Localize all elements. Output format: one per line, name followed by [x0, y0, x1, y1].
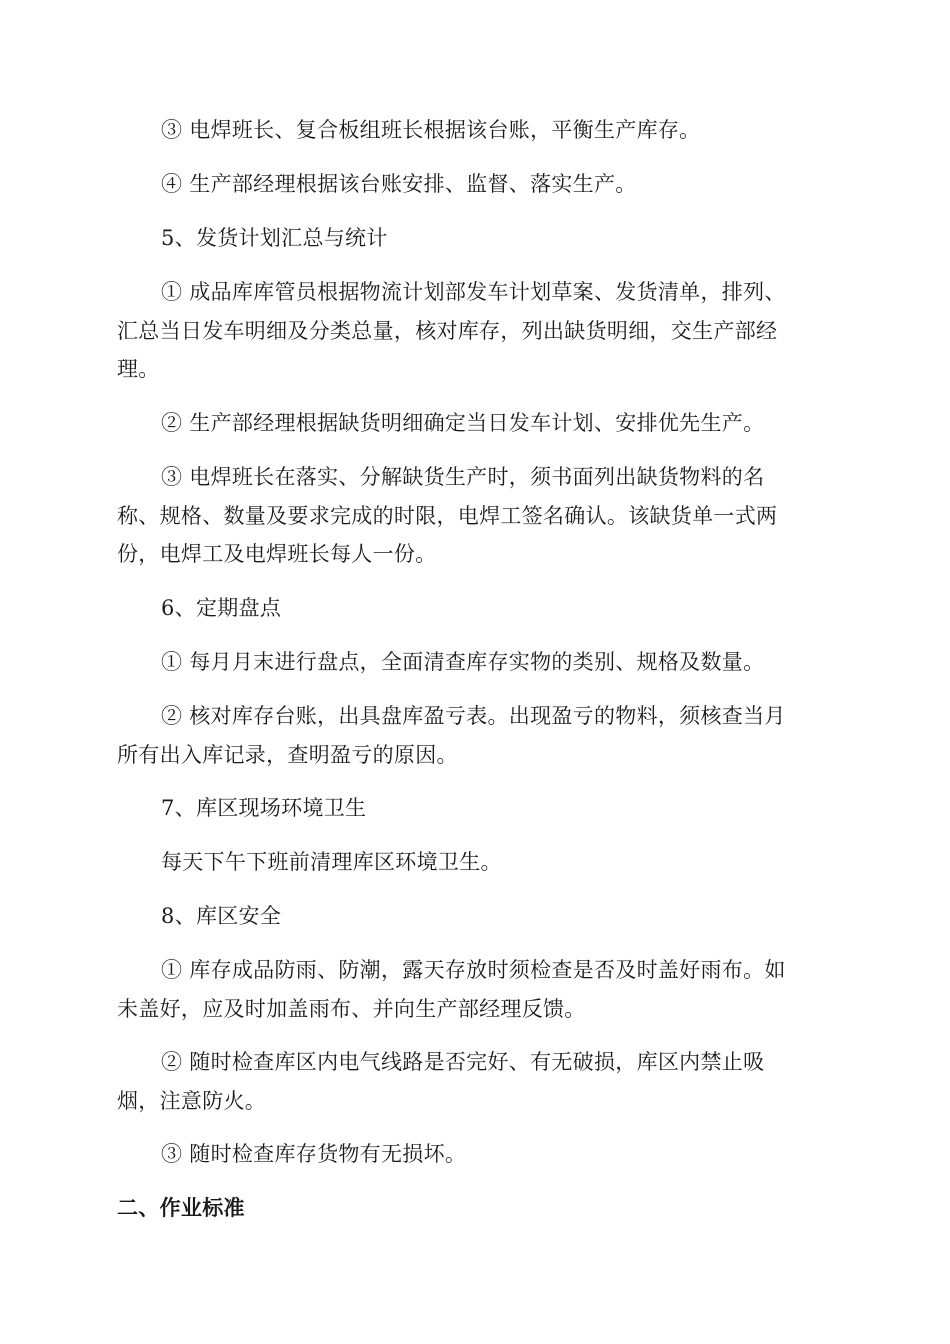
text-line: ③ 电焊班长、复合板组班长根据该台账，平衡生产库存。: [161, 118, 701, 142]
paragraph-1: [117, 111, 817, 150]
text-line: 未盖好，应及时加盖雨布、并向生产部经理反馈。: [117, 996, 586, 1021]
paragraph-11: [117, 843, 817, 882]
text-line: 5、发货计划汇总与统计: [161, 226, 388, 250]
text-line: ① 每月月末进行盘点，全面清查库存实物的类别、规格及数量。: [161, 650, 765, 674]
paragraph-12: [117, 897, 817, 936]
paragraph-8: [117, 643, 817, 682]
section-heading: [117, 1189, 817, 1228]
text-line: 称、规格、数量及要求完成的时限，电焊工签名确认。该缺货单一式两: [117, 503, 778, 528]
text-line: ② 生产部经理根据缺货明细确定当日发车计划、安排优先生产。: [161, 411, 765, 435]
paragraph-4: [117, 273, 817, 389]
text-line: 汇总当日发车明细及分类总量，核对库存，列出缺货明细，交生产部经: [117, 318, 778, 343]
text-line: ③ 随时检查库存货物有无损坏。: [161, 1142, 467, 1166]
text-line: ① 成品库库管员根据物流计划部发车计划草案、发货清单，排列、: [161, 280, 786, 304]
text-line: 8、库区安全: [161, 904, 282, 928]
text-line: 6、定期盘点: [161, 596, 282, 620]
paragraph-3: [117, 219, 817, 258]
paragraph-15: [117, 1135, 817, 1174]
text-line: 烟，注意防火。: [117, 1088, 267, 1113]
text-line: 份，电焊工及电焊班长每人一份。: [117, 542, 437, 566]
text-line: ③ 电焊班长在落实、分解缺货生产时，须书面列出缺货物料的名: [161, 465, 765, 489]
text-line: ① 库存成品防雨、防潮，露天存放时须检查是否及时盖好雨布。如: [161, 958, 786, 982]
text-line: ④ 生产部经理根据该台账安排、监督、落实生产。: [161, 172, 637, 196]
paragraph-2: [117, 165, 817, 204]
section-heading-text: 二、作业标准: [117, 1196, 245, 1220]
text-line: 7、库区现场环境卫生: [161, 796, 367, 820]
text-line: 每天下午下班前清理库区环境卫生。: [161, 850, 502, 874]
paragraph-9: [117, 697, 817, 774]
paragraph-6: [117, 458, 817, 574]
paragraph-5: [117, 404, 817, 443]
text-line: ② 随时检查库区内电气线路是否完好、有无破损，库区内禁止吸: [161, 1050, 765, 1074]
text-line: 所有出入库记录，查明盈亏的原因。: [117, 742, 458, 767]
paragraph-10: [117, 789, 817, 828]
paragraph-7: [117, 589, 817, 628]
text-line: 理。: [117, 357, 160, 381]
text-line: ② 核对库存台账，出具盘库盈亏表。出现盈亏的物料，须核查当月: [161, 704, 786, 728]
paragraph-13: [117, 951, 817, 1028]
paragraph-14: [117, 1043, 817, 1120]
